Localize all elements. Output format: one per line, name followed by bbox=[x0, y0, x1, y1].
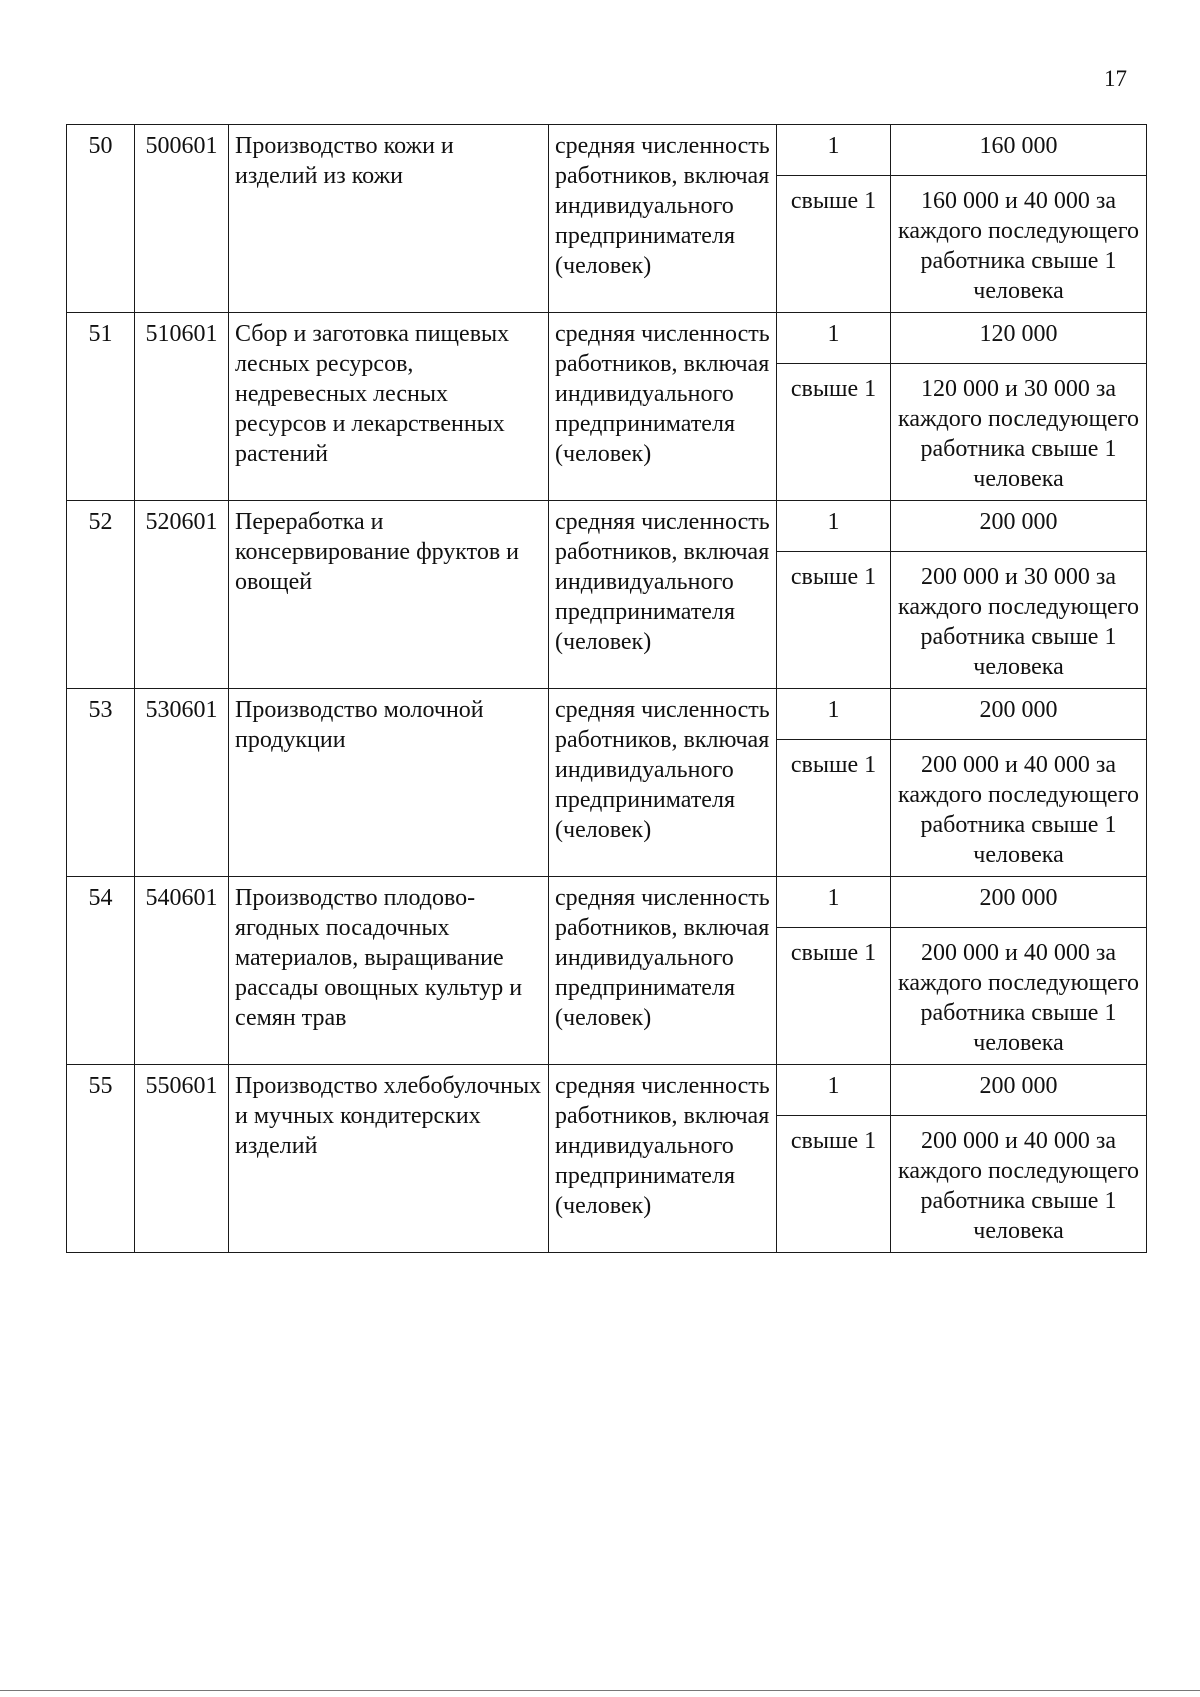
activity-code: 520601 bbox=[135, 501, 229, 689]
base-quantity: 1 bbox=[777, 877, 891, 928]
table-row bbox=[67, 501, 1147, 552]
base-quantity: 1 bbox=[777, 125, 891, 176]
over-quantity: свыше 1 bbox=[777, 740, 891, 877]
over-quantity: свыше 1 bbox=[777, 364, 891, 501]
activity-name: Производство кожи и изделий из кожи bbox=[229, 125, 549, 313]
activity-code: 500601 bbox=[135, 125, 229, 313]
table-row bbox=[67, 125, 1147, 176]
base-value: 200 000 bbox=[891, 877, 1147, 928]
base-quantity: 1 bbox=[777, 501, 891, 552]
row-number: 54 bbox=[67, 877, 135, 1065]
base-value: 160 000 bbox=[891, 125, 1147, 176]
over-quantity: свыше 1 bbox=[777, 176, 891, 313]
tax-rate-table bbox=[66, 124, 1147, 1253]
activity-name: Производство плодово-ягодных посадочных материалов, выращивание рассады овощных культур и семян трав bbox=[229, 877, 549, 1065]
row-number: 51 bbox=[67, 313, 135, 501]
over-quantity: свыше 1 bbox=[777, 1116, 891, 1253]
indicator: средняя численность работников, включая индивидуального предпринимателя (человек) bbox=[549, 125, 777, 313]
base-quantity: 1 bbox=[777, 689, 891, 740]
base-value: 200 000 bbox=[891, 689, 1147, 740]
table-row bbox=[67, 689, 1147, 740]
indicator: средняя численность работников, включая индивидуального предпринимателя (человек) bbox=[549, 1065, 777, 1253]
over-value: 200 000 и 40 000 за каждого последующего работника свыше 1 человека bbox=[891, 740, 1147, 877]
table-row bbox=[67, 313, 1147, 364]
activity-name: Производство хлебобулочных и мучных кондитерских изделий bbox=[229, 1065, 549, 1253]
base-value: 120 000 bbox=[891, 313, 1147, 364]
indicator: средняя численность работников, включая индивидуального предпринимателя (человек) bbox=[549, 501, 777, 689]
indicator: средняя численность работников, включая индивидуального предпринимателя (человек) bbox=[549, 877, 777, 1065]
activity-code: 550601 bbox=[135, 1065, 229, 1253]
over-quantity: свыше 1 bbox=[777, 552, 891, 689]
base-quantity: 1 bbox=[777, 1065, 891, 1116]
activity-code: 510601 bbox=[135, 313, 229, 501]
base-value: 200 000 bbox=[891, 1065, 1147, 1116]
row-number: 50 bbox=[67, 125, 135, 313]
table-row bbox=[67, 877, 1147, 928]
activity-name: Переработка и консервирование фруктов и овощей bbox=[229, 501, 549, 689]
row-number: 55 bbox=[67, 1065, 135, 1253]
activity-name: Сбор и заготовка пищевых лесных ресурсов, недревесных лесных ресурсов и лекарственных растений bbox=[229, 313, 549, 501]
indicator: средняя численность работников, включая индивидуального предпринимателя (человек) bbox=[549, 313, 777, 501]
over-value: 200 000 и 40 000 за каждого последующего работника свыше 1 человека bbox=[891, 1116, 1147, 1253]
base-quantity: 1 bbox=[777, 313, 891, 364]
activity-name: Производство молочной продукции bbox=[229, 689, 549, 877]
over-value: 120 000 и 30 000 за каждого последующего работника свыше 1 человека bbox=[891, 364, 1147, 501]
base-value: 200 000 bbox=[891, 501, 1147, 552]
over-value: 200 000 и 30 000 за каждого последующего работника свыше 1 человека bbox=[891, 552, 1147, 689]
activity-code: 530601 bbox=[135, 689, 229, 877]
over-quantity: свыше 1 bbox=[777, 928, 891, 1065]
over-value: 200 000 и 40 000 за каждого последующего работника свыше 1 человека bbox=[891, 928, 1147, 1065]
table-row bbox=[67, 1065, 1147, 1116]
row-number: 53 bbox=[67, 689, 135, 877]
page-number: 17 bbox=[1104, 66, 1127, 91]
over-value: 160 000 и 40 000 за каждого последующего работника свыше 1 человека bbox=[891, 176, 1147, 313]
row-number: 52 bbox=[67, 501, 135, 689]
indicator: средняя численность работников, включая индивидуального предпринимателя (человек) bbox=[549, 689, 777, 877]
scan-edge-line bbox=[0, 1690, 1200, 1691]
activity-code: 540601 bbox=[135, 877, 229, 1065]
